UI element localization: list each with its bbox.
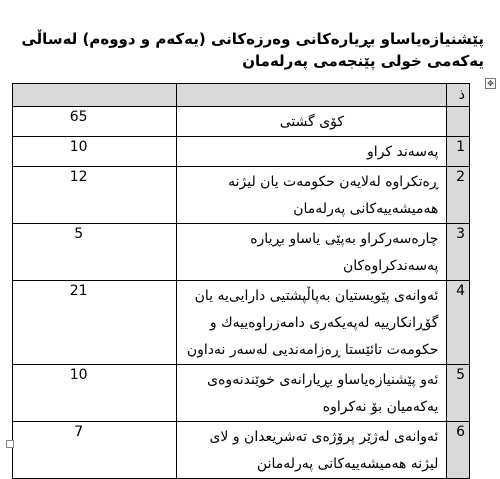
row-value: 5 [13,224,177,281]
table-row [13,167,470,224]
header-label-cell [177,84,447,107]
row-number: 6 [447,422,470,479]
statistics-table [12,83,470,479]
table-move-handle-icon[interactable]: ✥ [485,78,496,89]
row-number: 2 [447,167,470,224]
header-value-cell [13,84,177,107]
table-resize-handle[interactable] [6,440,14,448]
row-number: 1 [447,137,470,167]
table-row [13,365,470,422]
table-row [13,107,470,137]
row-number: 4 [447,281,470,365]
table-row [13,422,470,479]
row-value: 7 [13,422,177,479]
row-number: 5 [447,365,470,422]
row-label: ئەوانەی لەژێر پرۆژەی تەشریعدان و لای لیژنە هەمیشەییەکانی پەرلەمانن [177,422,447,479]
row-label: ئەو پێشنیازەیاساو بڕیارانەی خوێندنەوەی یەکەمیان بۆ نەکراوە [177,365,447,422]
document-title: پێشنیازەیاساو بڕیارەکانی وەرزەکانی (یەکەم و دووەم) لەساڵی یەکەمی خولی پێنجەمی پەرلەمان [21,30,484,70]
row-value: 65 [13,107,177,137]
row-label: پەسەند کراو [177,137,447,167]
header-num-cell: ذ [447,84,470,107]
row-value: 21 [13,281,177,365]
row-value: 10 [13,365,177,422]
row-label: چارەسەرکراو بەپێی یاساو بڕیارە پەسەندکراوەکان [177,224,447,281]
row-value: 12 [13,167,177,224]
row-value: 10 [13,137,177,167]
table-header-row [13,84,470,107]
row-label: ئەوانەی پێویستیان بەپاڵپشتیی دارایی‌یە یان گۆڕانکارییە لەپەیکەری دامەزراوەییەك و حکومەت تائێستا ڕەزامەندیی لەسەر نەداون [177,281,447,365]
row-label: ڕەتکراوە لەلایەن حکومەت یان لیژنە هەمیشەییەکانی پەرلەمان [177,167,447,224]
row-label: کۆی گشتی [177,107,447,137]
table-row [13,224,470,281]
table-row [13,281,470,365]
row-number: 3 [447,224,470,281]
table-row [13,137,470,167]
row-number [447,107,470,137]
